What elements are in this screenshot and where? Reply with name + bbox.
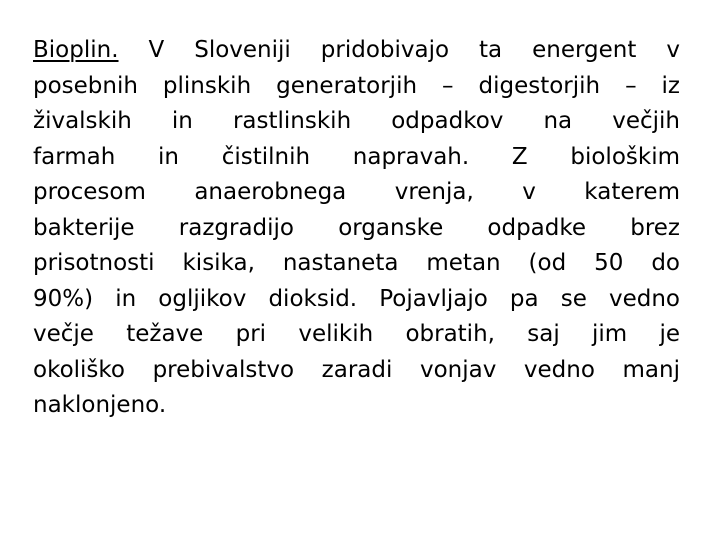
text-line: posebnih plinskih generatorjih – digestorjih – iz (33, 72, 680, 99)
text-line: procesom anaerobnega vrenja, v katerem (33, 179, 680, 205)
text-line: farmah in čistilnih napravah. Z biološkim (33, 143, 680, 170)
text-line: bakterije razgradijo organske odpadke brez (33, 214, 680, 241)
text-line: okoliško prebivalstvo zaradi vonjav vedno manj (33, 356, 680, 383)
text-line: 90%) in ogljikov dioksid. Pojavljajo pa se vedno (33, 285, 680, 312)
paragraph-bioplin (33, 33, 680, 424)
text-line: naklonjeno. (33, 392, 167, 418)
text-line-content: V Sloveniji pridobivajo ta energent v (118, 37, 680, 63)
term-bioplin: Bioplin. (33, 37, 119, 63)
text-line (33, 33, 680, 69)
text-line: prisotnosti kisika, nastaneta metan (od 50 do (33, 250, 680, 276)
text-line: večje težave pri velikih obratih, saj jim je (33, 321, 680, 347)
text-line: živalskih in rastlinskih odpadkov na večjih (33, 108, 680, 134)
